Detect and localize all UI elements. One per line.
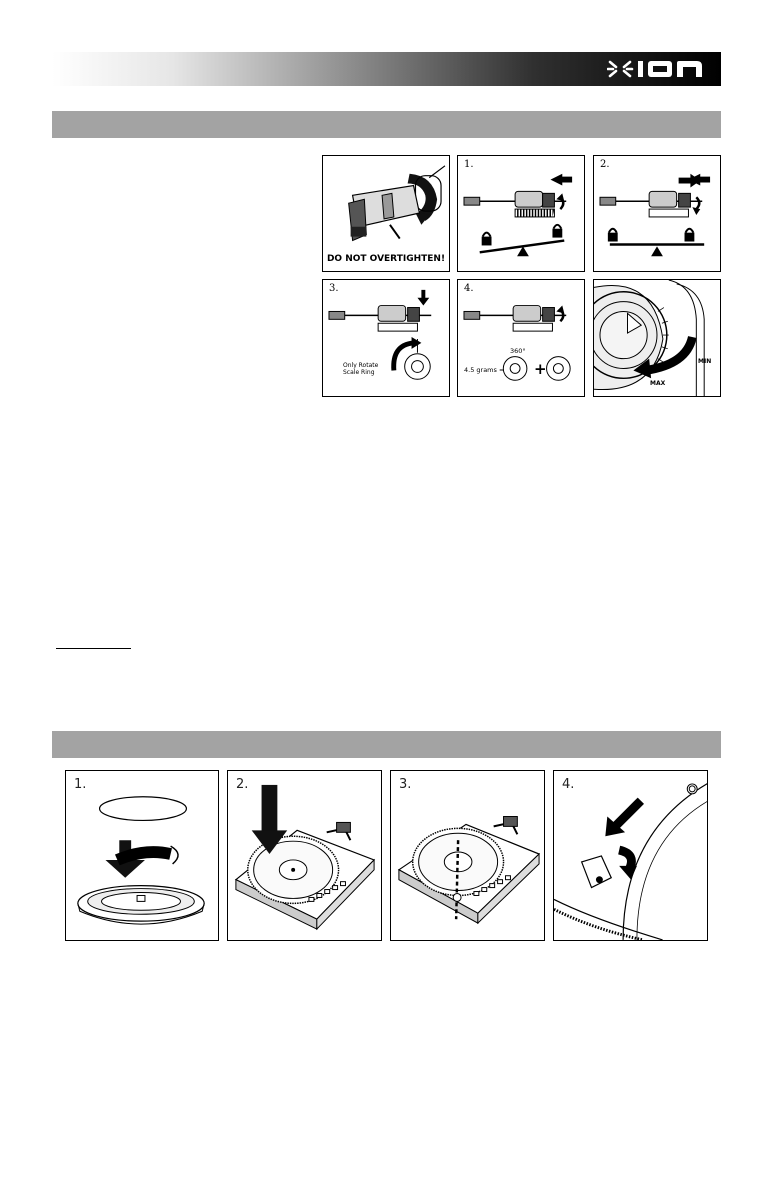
- anti-skate-illustration: [594, 280, 720, 396]
- platter-step-2-panel: [227, 770, 382, 941]
- counterweight-step-4-panel: [457, 279, 585, 397]
- step-number: 3.: [399, 777, 412, 792]
- step-number: 4.: [562, 777, 575, 792]
- scale-ring-illustration: [323, 280, 449, 396]
- headshell-panel: [322, 155, 450, 272]
- counterweight-illustration: [458, 280, 584, 396]
- overtighten-warning: DO NOT OVERTIGHTEN!: [326, 254, 446, 264]
- ion-logo: [607, 57, 707, 81]
- section-heading-cartridge: [52, 111, 721, 138]
- degrees-label: 360°: [510, 347, 526, 355]
- step-number: 4.: [464, 283, 474, 294]
- anti-skate-max-label: MAX: [650, 380, 666, 387]
- grams-label: 4.5 grams =: [464, 366, 505, 374]
- balance-step-2-panel: [593, 155, 721, 272]
- scale-ring-note: [343, 362, 378, 376]
- section-heading-platter: [52, 731, 721, 758]
- platter-step-4-panel: [553, 770, 708, 941]
- anti-skate-min-label: MIN: [698, 358, 712, 365]
- header-bar: [52, 52, 721, 86]
- pulley-belt-illustration: [554, 771, 707, 940]
- step-number: 1.: [464, 159, 474, 170]
- step-number: 2.: [600, 159, 610, 170]
- underline-rule: [56, 648, 131, 649]
- step-number: 1.: [74, 777, 87, 792]
- scale-ring-step-3-panel: [322, 279, 450, 397]
- platter-step-3-panel: [390, 770, 545, 941]
- balance-step-1-panel: [457, 155, 585, 272]
- step-number: 2.: [236, 777, 249, 792]
- platter-alignment-illustration: [391, 771, 544, 940]
- step-number: 3.: [329, 283, 339, 294]
- tonearm-level-illustration: [594, 156, 720, 271]
- tonearm-balance-illustration: [458, 156, 584, 271]
- note-line-2: Scale Ring: [343, 369, 375, 376]
- plus-sign: +: [534, 360, 547, 378]
- platter-step-1-panel: [65, 770, 219, 941]
- note-line-1: Only Rotate: [343, 362, 379, 369]
- anti-skate-panel: [593, 279, 721, 397]
- slipmat-illustration: [66, 771, 218, 940]
- turntable-platter-illustration: [228, 771, 381, 940]
